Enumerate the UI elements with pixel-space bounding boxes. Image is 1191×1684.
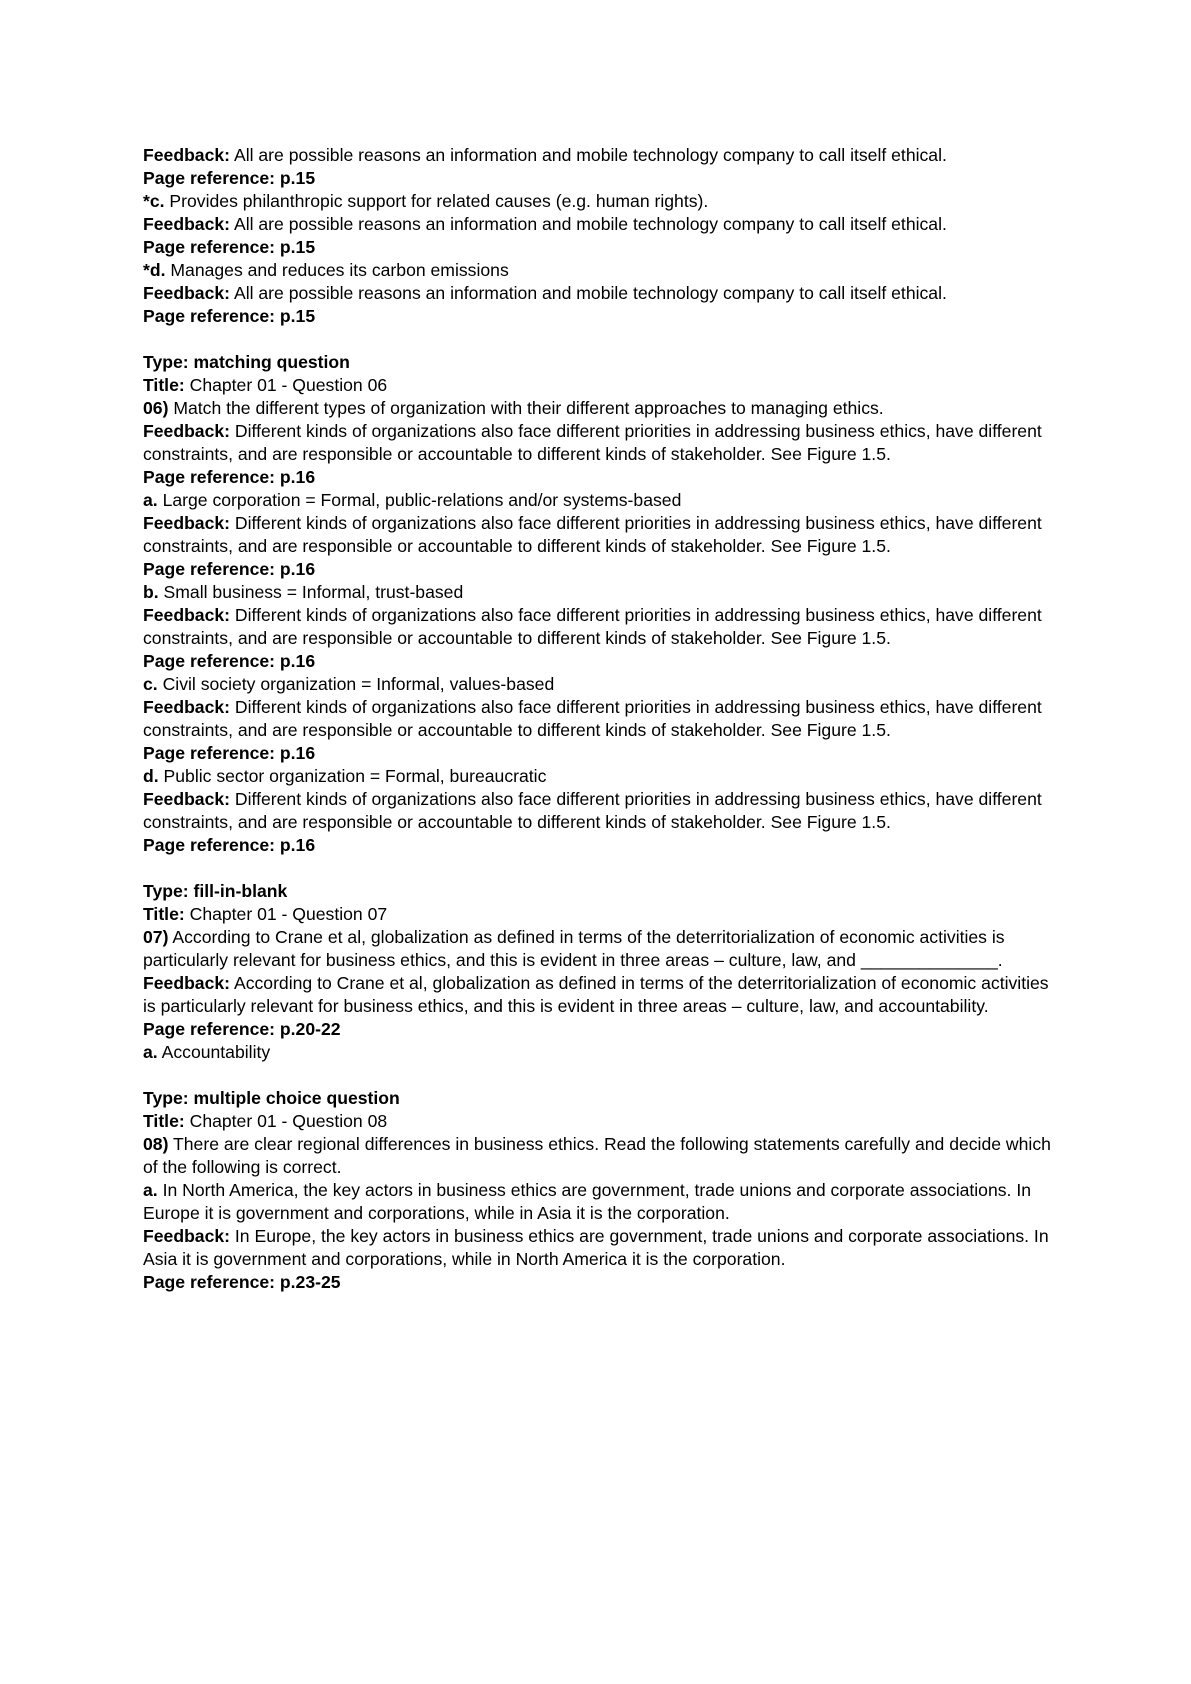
page-reference-line: Page reference: p.15 <box>143 168 316 188</box>
feedback-line: Feedback: Different kinds of organizations also face different priorities in addressing business ethics, have different constraints, and are responsible or accountable to different kinds of stakeholder. See Figure 1.5. <box>143 789 1042 832</box>
spacer <box>143 857 1063 880</box>
question-title: Title: Chapter 01 - Question 08 <box>143 1111 388 1131</box>
option-a: a. Large corporation = Formal, public-relations and/or systems-based <box>143 490 682 510</box>
option-c: *c. Provides philanthropic support for related causes (e.g. human rights). <box>143 191 709 211</box>
feedback-line: Feedback: Different kinds of organizations also face different priorities in addressing business ethics, have different constraints, and are responsible or accountable to different kinds of stakeholder. See Figure 1.5. <box>143 421 1042 464</box>
question-stem: 08) There are clear regional differences in business ethics. Read the following statements carefully and decide which of the following is correct. <box>143 1134 1051 1177</box>
feedback-line: Feedback: Different kinds of organizations also face different priorities in addressing business ethics, have different constraints, and are responsible or accountable to different kinds of stakeholder. See Figure 1.5. <box>143 697 1042 740</box>
page-reference-line: Page reference: p.16 <box>143 559 316 579</box>
option-d: *d. Manages and reduces its carbon emissions <box>143 260 509 280</box>
answer-a: a. Accountability <box>143 1042 271 1062</box>
question-stem: 06) Match the different types of organization with their different approaches to managing ethics. <box>143 398 884 418</box>
page-reference-line: Page reference: p.16 <box>143 651 316 671</box>
feedback-line: Feedback: In Europe, the key actors in business ethics are government, trade unions and corporate associations. In Asia it is government and corporations, while in North America it is the corporation. <box>143 1226 1049 1269</box>
question-title: Title: Chapter 01 - Question 06 <box>143 375 388 395</box>
option-a: a. In North America, the key actors in business ethics are government, trade unions and corporate associations. In Europe it is government and corporations, while in Asia it is the corporation. <box>143 1180 1031 1223</box>
spacer <box>143 1064 1063 1087</box>
page-reference-line: Page reference: p.15 <box>143 306 316 326</box>
question-type: Type: fill-in-blank <box>143 881 288 901</box>
question-type: Type: matching question <box>143 352 350 372</box>
question-type: Type: multiple choice question <box>143 1088 400 1108</box>
question-stem: 07) According to Crane et al, globalization as defined in terms of the deterritorialization of economic activities is particularly relevant for business ethics, and this is evident in three areas – culture, law, and ______________. <box>143 927 1005 970</box>
feedback-line: Feedback: All are possible reasons an information and mobile technology company to call itself ethical. <box>143 214 947 234</box>
page-reference-line: Page reference: p.16 <box>143 743 316 763</box>
feedback-line: Feedback: Different kinds of organizations also face different priorities in addressing business ethics, have different constraints, and are responsible or accountable to different kinds of stakeholder. See Figure 1.5. <box>143 513 1042 556</box>
option-b: b. Small business = Informal, trust-based <box>143 582 464 602</box>
feedback-label: Feedback: <box>143 145 231 165</box>
page-reference-line: Page reference: p.16 <box>143 835 316 855</box>
feedback-line: Feedback: Different kinds of organizations also face different priorities in addressing business ethics, have different constraints, and are responsible or accountable to different kinds of stakeholder. See Figure 1.5. <box>143 605 1042 648</box>
spacer <box>143 328 1063 351</box>
option-c: c. Civil society organization = Informal, values-based <box>143 674 555 694</box>
feedback-text: All are possible reasons an information and mobile technology company to call itself ethical. <box>233 145 947 165</box>
document-page <box>143 144 1063 1294</box>
page-reference-line: Page reference: p.16 <box>143 467 316 487</box>
feedback-line: Feedback: All are possible reasons an information and mobile technology company to call itself ethical. <box>143 283 947 303</box>
question-title: Title: Chapter 01 - Question 07 <box>143 904 388 924</box>
page-reference-line: Page reference: p.15 <box>143 237 316 257</box>
page-reference-line: Page reference: p.20-22 <box>143 1019 341 1039</box>
page-reference-line: Page reference: p.23-25 <box>143 1272 341 1292</box>
feedback-line: Feedback: According to Crane et al, globalization as defined in terms of the deterritorialization of economic activities is particularly relevant for business ethics, and this is evident in three areas – culture, law, and accountability. <box>143 973 1049 1016</box>
feedback-line <box>143 144 1063 167</box>
option-d: d. Public sector organization = Formal, bureaucratic <box>143 766 547 786</box>
